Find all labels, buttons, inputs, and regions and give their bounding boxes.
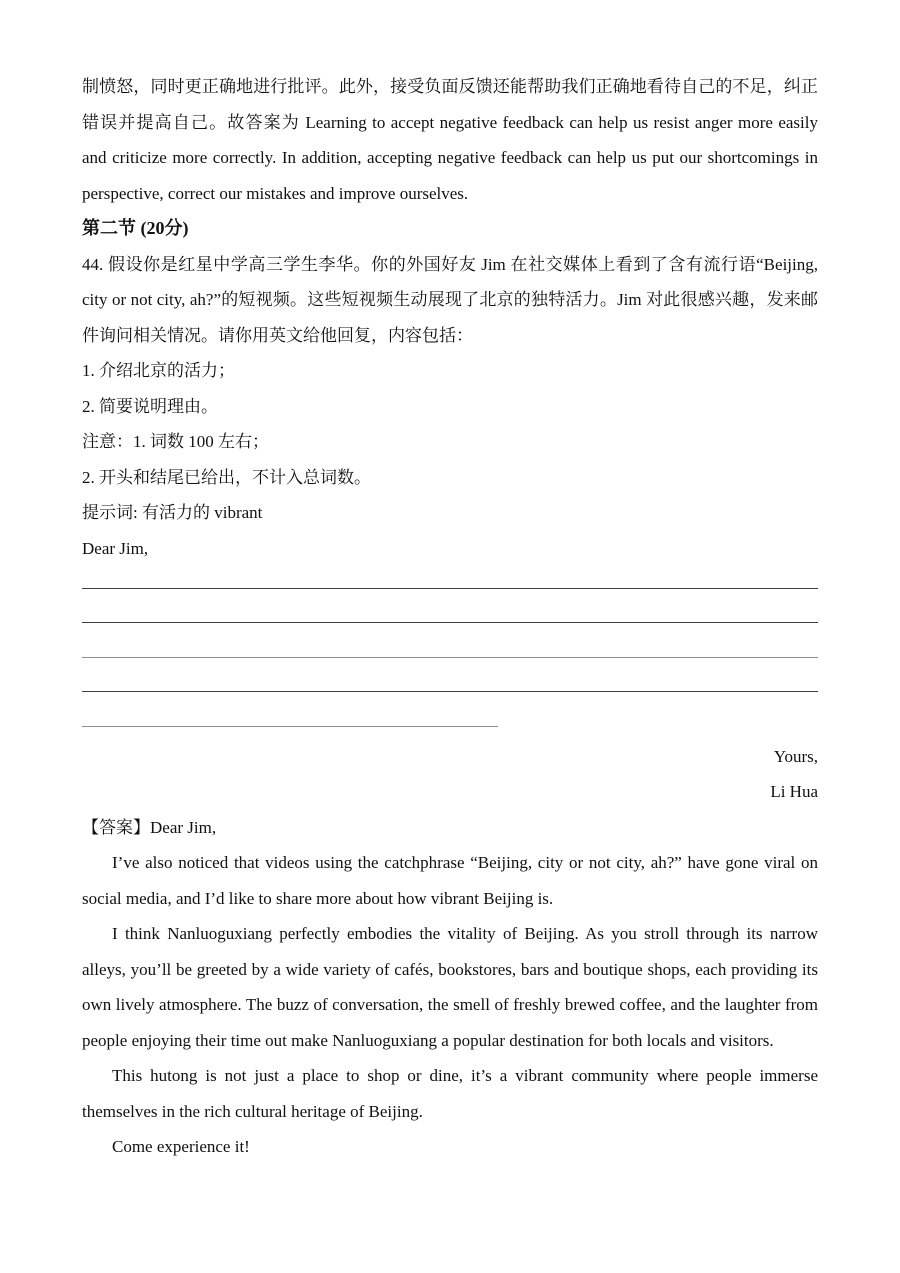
writing-line — [82, 601, 818, 624]
question-prompt: 44. 假设你是红星中学高三学生李华。你的外国好友 Jim 在社交媒体上看到了含有流行语“Beijing, city or not city, ah?”的短视频。这些短视频生动展现了北京的独特活力。Jim 对此很感兴趣，发来邮件询问相关情况。请你用英文给他回复，内容包括： — [82, 254, 818, 345]
answer-salutation: Dear Jim, — [150, 817, 217, 837]
question-point-2: 2. 简要说明理由。 — [82, 396, 218, 416]
answer-salutation-line — [82, 810, 818, 846]
answer-paragraph-3: This hutong is not just a place to shop or dine, it’s a vibrant community where people immerse themselves in the rich cultural heritage of Beijing. — [82, 1066, 818, 1121]
answer-paragraph-2: I think Nanluoguxiang perfectly embodies the vitality of Beijing. As you stroll through its narrow alleys, you’ll be greeted by a wide variety of cafés, bookstores, bars and boutique shops, each providing its own lively atmosphere. The buzz of conversation, the smell of freshly brewed coffee, and the laughter from people enjoying their time out make Nanluoguxiang a popular destination for both locals and visitors. — [82, 924, 818, 1050]
question-hint: 提示词: 有活力的 vibrant — [82, 503, 263, 522]
letter-salutation: Dear Jim, — [82, 538, 149, 558]
question-point-1: 1. 介绍北京的活力； — [82, 361, 235, 380]
explanation-paragraph: 制愤怒，同时更正确地进行批评。此外，接受负面反馈还能帮助我们正确地看待自己的不足，纠正错误并提高自己。故答案为 Learning to accept negative feedback can help us resist anger more easily and criticize more correctly. In addition, accepting negative feedback can help us put our shortcomings in perspective, correct our mistakes and improve ourselves. — [82, 77, 818, 203]
answer-paragraph-4: Come experience it! — [112, 1137, 250, 1156]
question-note-1: 注意：1. 词数 100 左右； — [82, 432, 269, 451]
answer-paragraph-1: I’ve also noticed that videos using the catchphrase “Beijing, city or not city, ah?” have gone viral on social media, and I’d like to share more about how vibrant Beijing is. — [82, 853, 818, 908]
writing-line — [82, 566, 818, 589]
letter-closing: Yours, — [773, 746, 818, 766]
section-heading: 第二节 (20分) — [82, 218, 189, 238]
answer-label: 【答案】 — [82, 817, 150, 837]
letter-signature: Li Hua — [770, 782, 818, 801]
writing-line-short — [82, 704, 498, 727]
question-note-2: 2. 开头和结尾已给出，不计入总词数。 — [82, 467, 371, 487]
writing-line — [82, 670, 818, 693]
answer-writing-area — [82, 566, 818, 727]
writing-line — [82, 635, 818, 658]
